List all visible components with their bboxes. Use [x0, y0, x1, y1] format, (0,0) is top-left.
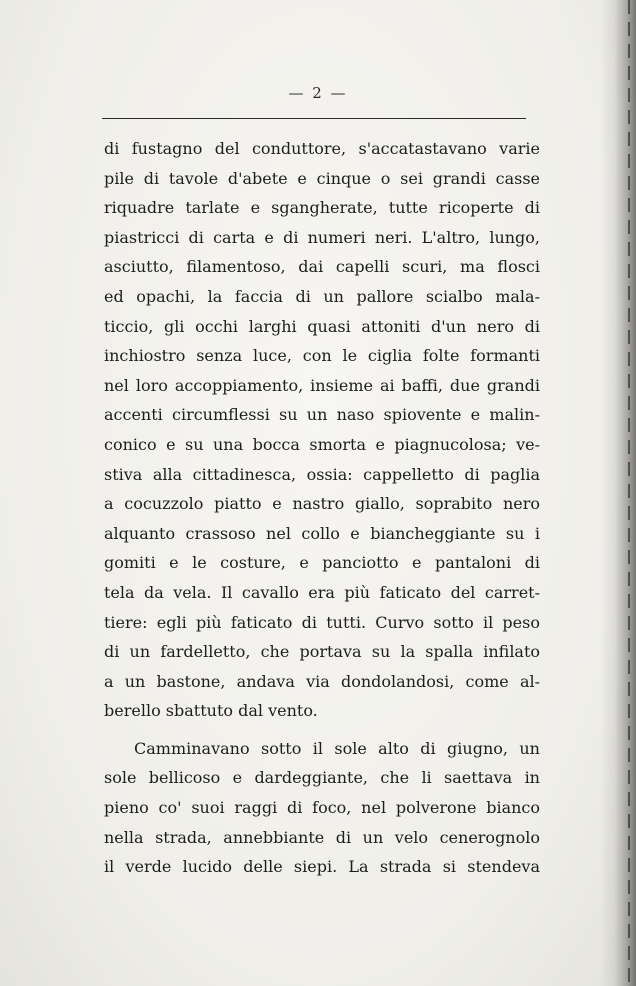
page-binding-edge [600, 0, 636, 986]
paragraph-1 [104, 134, 540, 726]
text-line: pieno co' suoi raggi di foco, nel polverone bianco [104, 798, 541, 818]
text-line: a un bastone, andava via dondolandosi, come al- [104, 671, 541, 691]
text-line: riquadre tarlate e sgangherate, tutte ricoperte di [104, 198, 541, 218]
page-number: — 2 — [288, 84, 348, 102]
text-line: tiere: egli più faticato di tutti. Curvo sotto il peso [104, 612, 540, 632]
text-line: sole bellicoso e dardeggiante, che li saettava in [104, 768, 540, 788]
text-line: nel loro accoppiamento, insieme ai baffi, due grandi [104, 375, 540, 395]
paragraph-2 [104, 734, 540, 882]
text-line: ticcio, gli occhi larghi quasi attoniti d'un nero di [104, 316, 540, 336]
text-line: piastricci di carta e di numeri neri. L'altro, lungo, [104, 227, 541, 247]
text-line: nella strada, annebbiante di un velo cenerognolo [104, 827, 540, 847]
body-text [104, 134, 540, 882]
paragraph-gap [104, 726, 540, 734]
text-line: il verde lucido delle siepi. La strada si stendeva [104, 857, 540, 877]
text-line: a cocuzzolo piatto e nastro giallo, soprabito nero [104, 494, 541, 514]
text-line: alquanto crassoso nel collo e biancheggiante su i [104, 523, 541, 543]
text-line: pile di tavole d'abete e cinque o sei grandi casse [104, 168, 540, 188]
text-line: stiva alla cittadinesca, ossia: cappelletto di paglia [104, 464, 540, 484]
text-line: accenti circumflessi su un naso spiovente e malin- [104, 405, 540, 425]
text-line: gomiti e le costure, e panciotto e pantaloni di [104, 553, 540, 573]
text-line: tela da vela. Il cavallo era più faticato del carret- [104, 582, 540, 602]
text-line: berello sbattuto dal vento. [104, 701, 318, 721]
text-line: ed opachi, la faccia di un pallore scialbo mala- [104, 286, 540, 306]
text-line: asciutto, filamentoso, dai capelli scuri, ma flosci [104, 257, 541, 277]
header-rule [102, 118, 526, 119]
text-line: di un fardelletto, che portava su la spalla infilato [104, 642, 541, 662]
text-line: inchiostro senza luce, con le ciglia folte formanti [104, 346, 541, 366]
text-line: conico e su una bocca smorta e piagnucolosa; ve- [104, 434, 540, 454]
text-line: di fustagno del conduttore, s'accatastavano varie [104, 139, 540, 158]
text-line: Camminavano sotto il sole alto di giugno, un [134, 738, 540, 758]
